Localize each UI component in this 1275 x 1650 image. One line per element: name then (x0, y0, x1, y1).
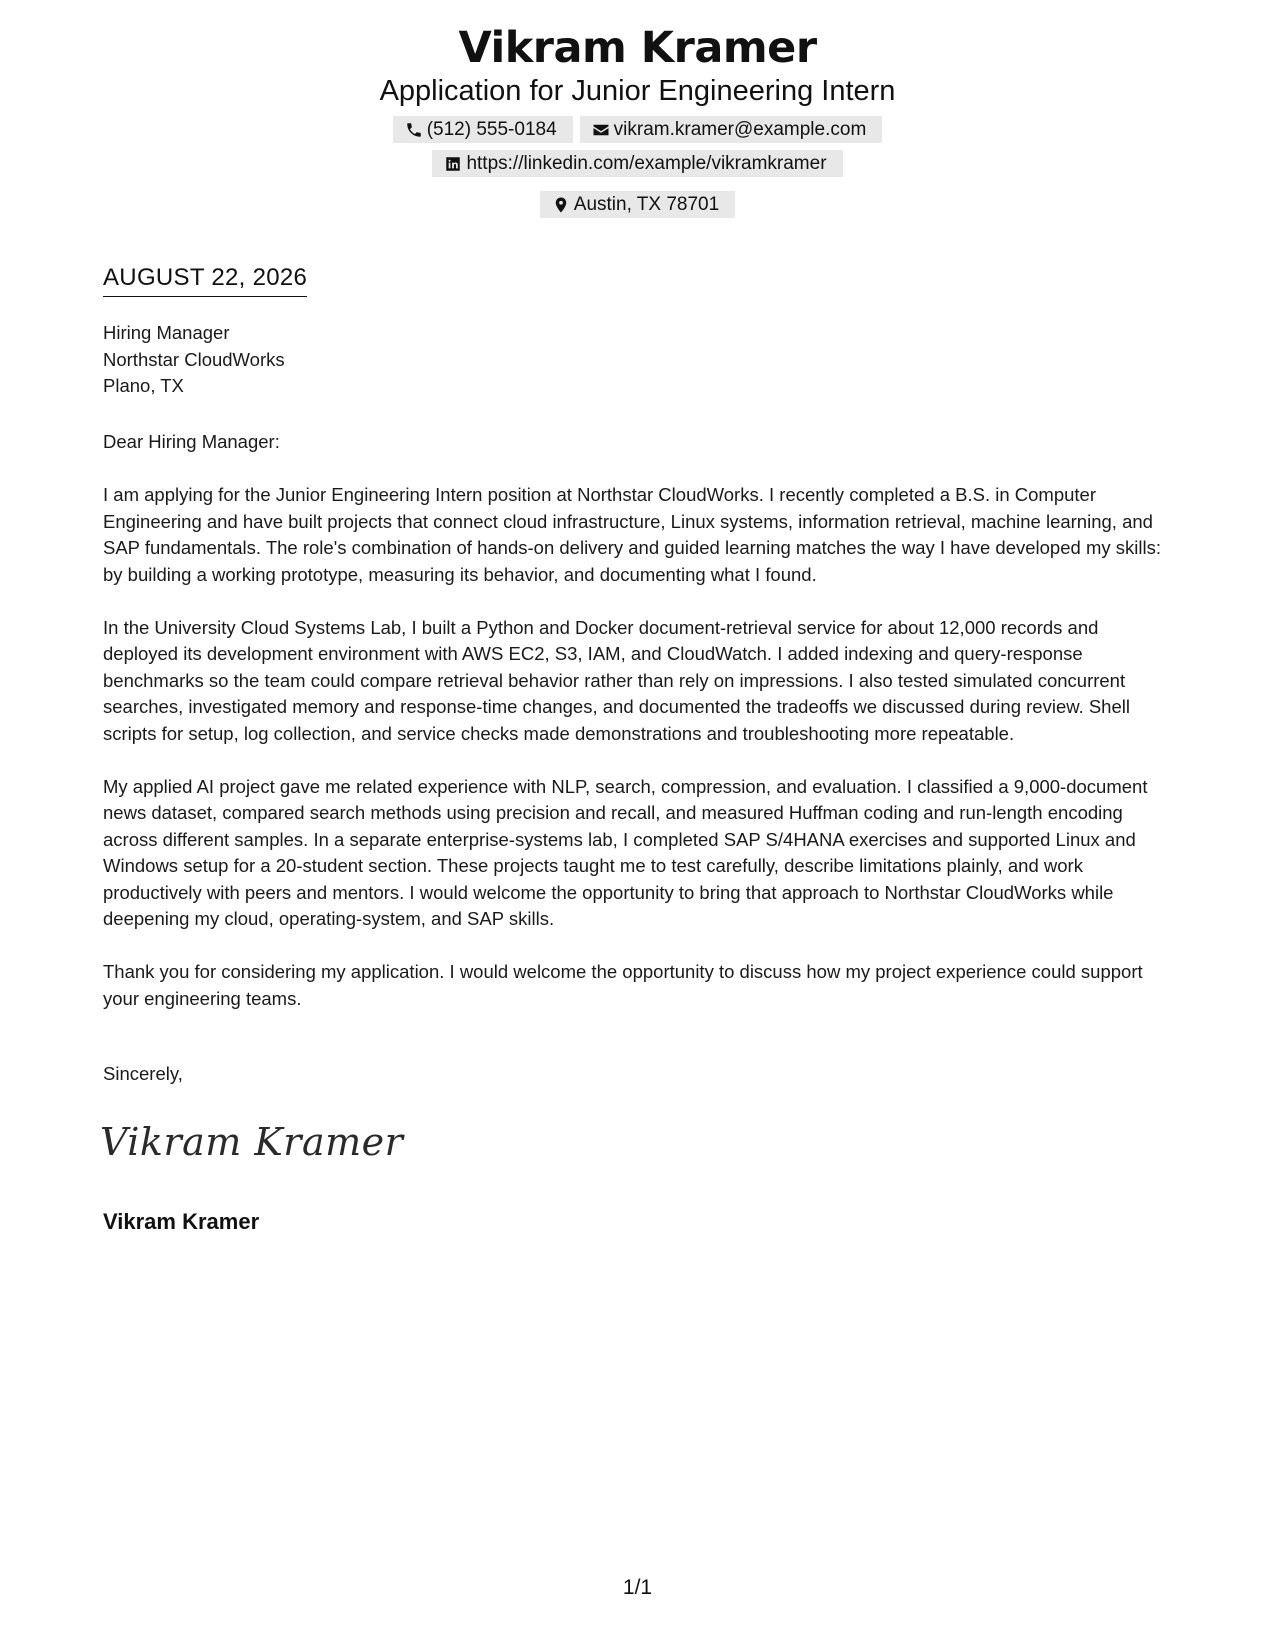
applicant-name: Vikram Kramer (458, 23, 817, 73)
handwritten-signature: Vikram Kramer (100, 1120, 404, 1164)
signer-name: Vikram Kramer (103, 1209, 260, 1234)
paragraph-cloud-lab: In the University Cloud Systems Lab, I built a Python and Docker document-retrieval service for about 12,000 records and deployed its development environment with AWS EC2, S3, IAM, and CloudWatch. I added indexing and query-response benchmarks so the team could compare retrieval behavior rather than rely on impressions. I also tested simulated concurrent searches, investigated memory and response-time changes, and documented the tradeoffs we discussed during review. Shell scripts for setup, log collection, and service checks made demonstrations and troubleshooting more repeatable. (103, 616, 1130, 744)
location-text: Austin, TX 78701 (573, 193, 720, 215)
letter-date: AUGUST 22, 2026 (103, 262, 307, 297)
phone-text: (512) 555-0184 (426, 118, 557, 140)
closing: Sincerely, (103, 1063, 183, 1084)
paragraph-thanks: Thank you for considering my application. I would welcome the opportunity to discuss how my project experience could support your engineering teams. (103, 961, 1143, 1009)
page-number: 1/1 (622, 1576, 653, 1599)
linkedin-icon (444, 155, 462, 173)
letter-body (103, 429, 1178, 1039)
recipient-title: Hiring Manager (103, 322, 230, 343)
paragraph-intro: I am applying for the Junior Engineering Intern position at Northstar CloudWorks. I recently completed a B.S. in Computer Engineering and have built projects that connect cloud infrastructure, Linux systems, information retrieval, machine learning, and SAP fundamentals. The role's combination of hands-on delivery and guided learning matches the way I have developed my skills: by building a working prototype, measuring its behavior, and documenting what I found. (103, 484, 1161, 585)
application-subtitle: Application for Junior Engineering Intern (379, 75, 896, 107)
recipient-company: Northstar CloudWorks (103, 348, 285, 370)
envelope-icon (592, 121, 610, 139)
linkedin-text: https://linkedin.com/example/vikramkramer (466, 152, 827, 174)
email-text: vikram.kramer@example.com (613, 118, 867, 140)
paragraph-ai-project: My applied AI project gave me related experience with NLP, search, compression, and evaluation. I classified a 9,000-document news dataset, compared search methods using precision and recall, and measured Huffman coding and run-length encoding across different samples. In a separate enterprise-systems lab, I completed SAP S/4HANA exercises and supported Linux and Windows setup for a 20-student section. These projects taught me to test carefully, describe limitations plainly, and work productively with peers and mentors. I would welcome the opportunity to bring that approach to Northstar CloudWorks while deepening my cloud, operating-system, and SAP skills. (103, 775, 1148, 929)
contact-location (540, 191, 735, 218)
location-pin-icon (552, 196, 570, 214)
contact-email[interactable] (580, 116, 883, 143)
letter-header (0, 22, 1275, 218)
recipient-location: Plano, TX (103, 375, 184, 396)
recipient-block (103, 320, 285, 400)
phone-icon (405, 121, 423, 139)
contact-phone (393, 116, 573, 143)
contact-info (188, 116, 1088, 218)
salutation: Dear Hiring Manager: (103, 431, 280, 452)
contact-linkedin[interactable] (432, 150, 842, 177)
